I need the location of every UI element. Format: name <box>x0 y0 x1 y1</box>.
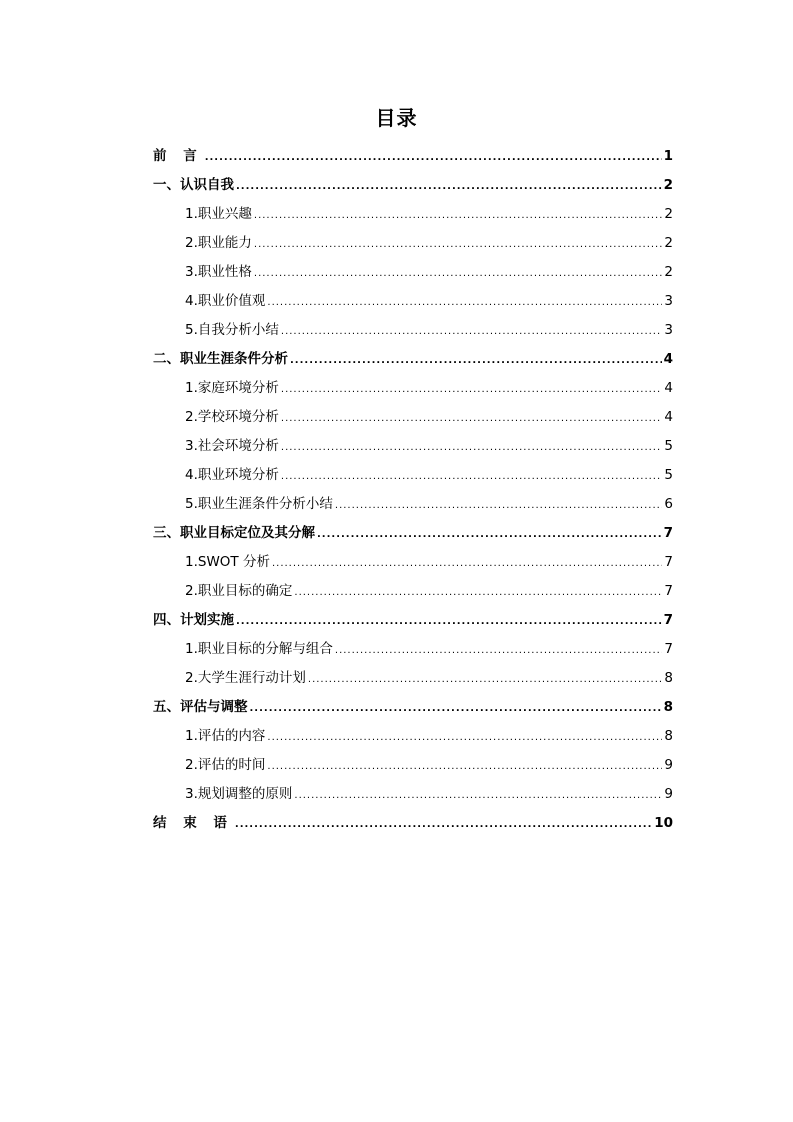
toc-entry-title: 前 言 <box>153 148 203 164</box>
toc-section-entry[interactable] <box>153 432 673 461</box>
toc-page-number: 7 <box>663 612 673 628</box>
toc-dot-leader <box>205 143 662 171</box>
toc-entry-title: 结 束 语 <box>153 815 233 831</box>
toc-section-entry[interactable] <box>153 635 673 664</box>
toc-chapter-entry[interactable] <box>153 345 673 374</box>
toc-page-number: 8 <box>664 670 673 686</box>
toc-dot-leader <box>267 752 662 780</box>
toc-entry-title: 一、认识自我 <box>153 177 234 193</box>
toc-section-entry[interactable] <box>153 403 673 432</box>
table-of-contents <box>153 142 673 838</box>
toc-dot-leader <box>236 172 662 200</box>
toc-section-entry[interactable] <box>153 577 673 606</box>
toc-chapter-entry[interactable] <box>153 142 673 171</box>
toc-dot-leader <box>281 375 663 403</box>
toc-page-number: 9 <box>664 786 673 802</box>
toc-entry-title: 四、计划实施 <box>153 612 234 628</box>
toc-chapter-entry[interactable] <box>153 519 673 548</box>
toc-entry-title: 三、职业目标定位及其分解 <box>153 525 315 541</box>
toc-entry-title: 1.职业目标的分解与组合 <box>185 641 333 657</box>
toc-section-entry[interactable] <box>153 229 673 258</box>
toc-entry-title: 4.职业价值观 <box>185 293 266 309</box>
toc-chapter-entry[interactable] <box>153 693 673 722</box>
toc-page-number: 2 <box>663 177 673 193</box>
toc-entry-title: 4.职业环境分析 <box>185 467 279 483</box>
toc-entry-title: 5.职业生涯条件分析小结 <box>185 496 333 512</box>
toc-page-number: 7 <box>664 554 673 570</box>
toc-entry-title: 1.职业兴趣 <box>185 206 252 222</box>
toc-entry-title: 3.职业性格 <box>185 264 252 280</box>
toc-entry-title: 3.社会环境分析 <box>185 438 279 454</box>
toc-section-entry[interactable] <box>153 780 673 809</box>
toc-dot-leader <box>254 201 663 229</box>
toc-dot-leader <box>254 230 663 258</box>
toc-entry-title: 五、评估与调整 <box>153 699 248 715</box>
toc-entry-title: 2.大学生涯行动计划 <box>185 670 306 686</box>
toc-section-entry[interactable] <box>153 374 673 403</box>
toc-page-number: 7 <box>664 641 673 657</box>
toc-section-entry[interactable] <box>153 548 673 577</box>
toc-chapter-entry[interactable] <box>153 809 673 838</box>
toc-page-number: 2 <box>664 206 673 222</box>
toc-dot-leader <box>267 288 662 316</box>
toc-page-number: 3 <box>664 293 673 309</box>
toc-section-entry[interactable] <box>153 461 673 490</box>
toc-page-number: 3 <box>664 322 673 338</box>
toc-entry-title: 1.家庭环境分析 <box>185 380 279 396</box>
toc-dot-leader <box>308 665 663 693</box>
toc-page-number: 10 <box>654 815 673 831</box>
toc-section-entry[interactable] <box>153 722 673 751</box>
toc-dot-leader <box>335 636 663 664</box>
toc-section-entry[interactable] <box>153 200 673 229</box>
toc-page-number: 5 <box>664 438 673 454</box>
toc-page-number: 5 <box>664 467 673 483</box>
toc-entry-title: 3.规划调整的原则 <box>185 786 293 802</box>
toc-dot-leader <box>235 810 652 838</box>
toc-section-entry[interactable] <box>153 490 673 519</box>
toc-page-number: 9 <box>664 757 673 773</box>
toc-dot-leader <box>294 781 662 809</box>
toc-dot-leader <box>335 491 663 519</box>
toc-entry-title: 二、职业生涯条件分析 <box>153 351 288 367</box>
toc-dot-leader <box>281 404 663 432</box>
toc-section-entry[interactable] <box>153 258 673 287</box>
toc-page-number: 2 <box>664 264 673 280</box>
toc-page-number: 8 <box>664 728 673 744</box>
toc-dot-leader <box>236 607 662 635</box>
toc-chapter-entry[interactable] <box>153 171 673 200</box>
toc-entry-title: 2.学校环境分析 <box>185 409 279 425</box>
toc-page-number: 1 <box>663 148 673 164</box>
toc-entry-title: 1.SWOT 分析 <box>185 554 270 570</box>
toc-chapter-entry[interactable] <box>153 606 673 635</box>
toc-page-number: 4 <box>663 351 673 367</box>
toc-page-number: 6 <box>664 496 673 512</box>
toc-section-entry[interactable] <box>153 664 673 693</box>
toc-page-number: 4 <box>664 380 673 396</box>
toc-entry-title: 2.职业目标的确定 <box>185 583 293 599</box>
toc-page-number: 7 <box>663 525 673 541</box>
toc-dot-leader <box>317 520 662 548</box>
toc-dot-leader <box>272 549 662 577</box>
toc-page-number: 8 <box>663 699 673 715</box>
page-title: 目录 <box>375 106 418 130</box>
toc-dot-leader <box>294 578 662 606</box>
toc-dot-leader <box>290 346 662 374</box>
toc-dot-leader <box>267 723 662 751</box>
toc-page-number: 7 <box>664 583 673 599</box>
toc-dot-leader <box>281 317 663 345</box>
toc-page-number: 2 <box>664 235 673 251</box>
toc-entry-title: 1.评估的内容 <box>185 728 266 744</box>
toc-dot-leader <box>250 694 662 722</box>
toc-entry-title: 5.自我分析小结 <box>185 322 279 338</box>
toc-section-entry[interactable] <box>153 316 673 345</box>
toc-entry-title: 2.职业能力 <box>185 235 252 251</box>
toc-section-entry[interactable] <box>153 287 673 316</box>
toc-entry-title: 2.评估的时间 <box>185 757 266 773</box>
toc-section-entry[interactable] <box>153 751 673 780</box>
toc-dot-leader <box>281 462 663 490</box>
toc-dot-leader <box>281 433 663 461</box>
toc-page-number: 4 <box>664 409 673 425</box>
toc-dot-leader <box>254 259 663 287</box>
